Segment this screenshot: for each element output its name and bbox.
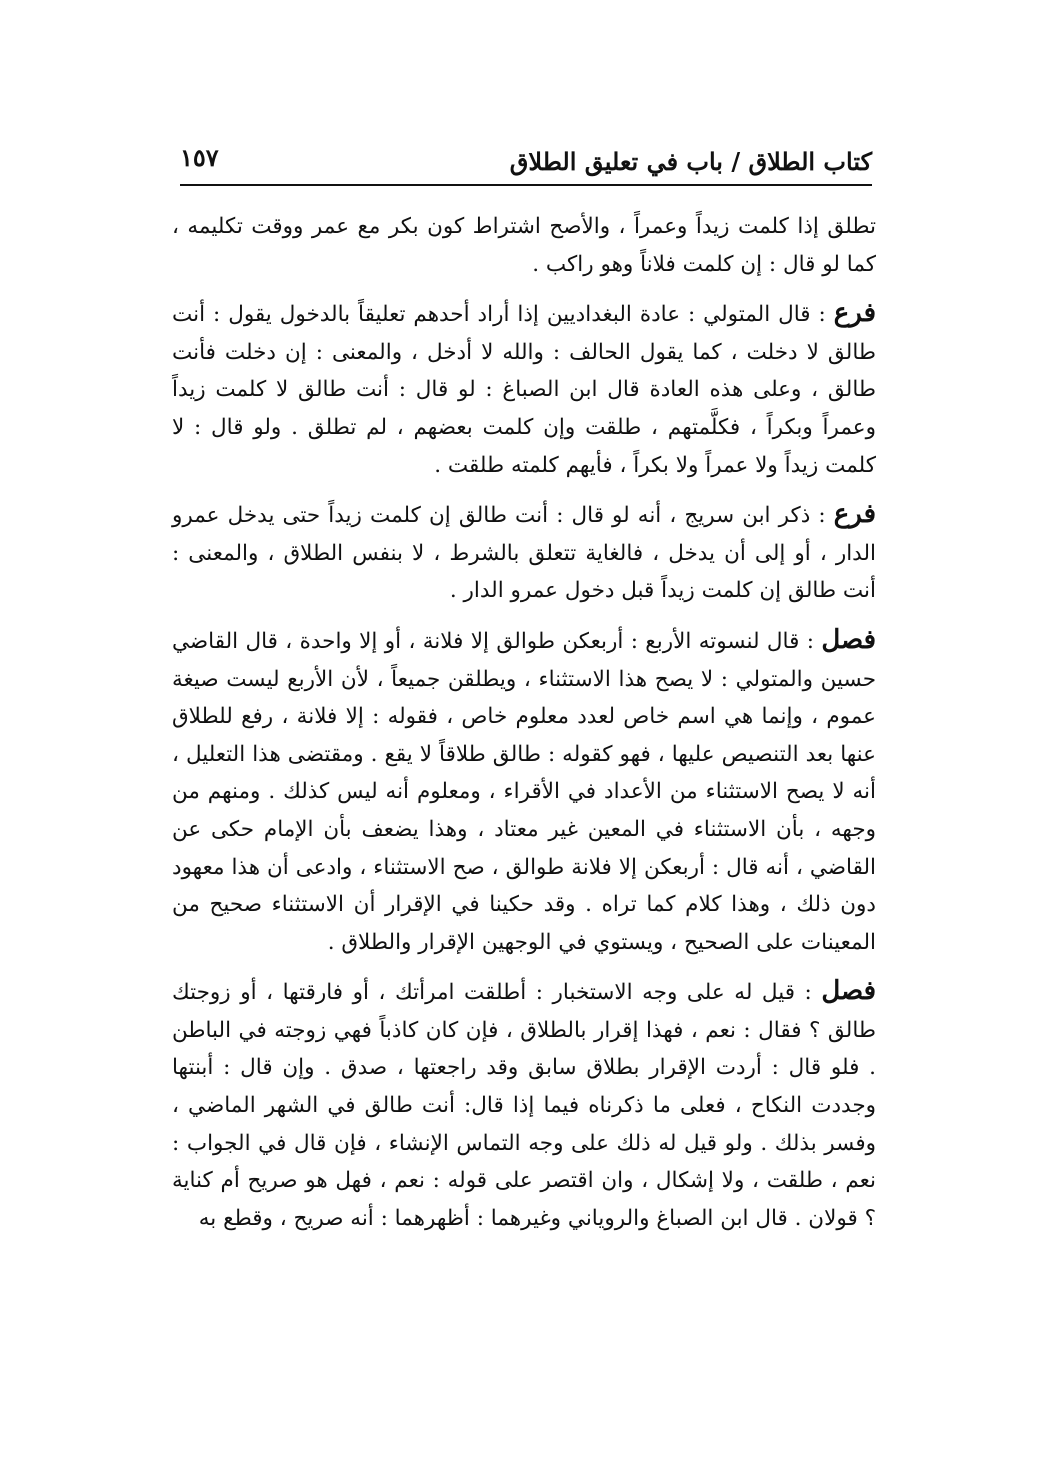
paragraph — [172, 973, 876, 1237]
section-lead: فرع — [833, 499, 876, 530]
paragraph-text: : ذكر ابن سريج ، أنه لو قال : أنت طالق إن كلمت زيداً حتى يدخل عمرو الدار ، أو إلى أن يدخل ، فالغاية تتعلق بالشرط ، لا بنفس الطلاق ، والمعنى : أنت طالق إن كلمت زيداً قبل دخول عمرو الدار . — [172, 503, 876, 604]
running-header — [180, 143, 872, 183]
page-number: ١٥٧ — [180, 143, 219, 172]
header-rule — [180, 184, 872, 186]
section-lead: فصل — [821, 976, 876, 1007]
paragraph — [172, 295, 876, 484]
body-text — [172, 208, 876, 1249]
paragraph-text: : قال لنسوته الأربع : أربعكن طوالق إلا فلانة ، أو إلا واحدة ، قال القاضي حسين والمتولي : لا يصح هذا الاستثناء ، ويطلقن جميعاً ، لأن الأربع ليست صيغة عموم ، وإنما هي اسم خاص لعدد معلوم خاص ، فقوله : إلا فلانة ، رفع للطلاق عنها بعد التنصيص عليها ، فهو كقوله : طالق طلاقاً لا يقع . ومقتضى هذا التعليل ، أنه لا يصح الاستثناء من الأعداد في الأقراء ، ومعلوم أنه ليس كذلك . ومنهم من وجهه ، بأن الاستثناء في المعين غير معتاد ، وهذا يضعف بأن الإمام حكى عن القاضي ، أنه قال : أربعكن إلا فلانة طوالق ، صح الاستثناء ، وادعى أن هذا معهود دون ذلك ، وهذا كلام كما تراه . وقد حكينا في الإقرار أن الاستثناء صحيح من المعينات على الصحيح ، ويستوي في الوجهين الإقرار والطلاق . — [172, 628, 876, 955]
section-lead: فصل — [821, 624, 876, 655]
paragraph — [172, 208, 876, 283]
paragraph-text: : قيل له على وجه الاستخبار : أطلقت امرأتك ، أو فارقتها ، أو زوجتك طالق ؟ فقال : نعم ، فهذا إقرار بالطلاق ، فإن كان كاذباً فهي زوجته في الباطن . فلو قال : أردت الإقرار بطلاق سابق وقد راجعتها ، صدق . وإن قال : أبنتها وجددت النكاح ، فعلى ما ذكرناه فيما إذا قال: أنت طالق في الشهر الماضي ، وفسر بذلك . ولو قيل له ذلك على وجه التماس الإنشاء ، فإن قال في الجواب : نعم ، طلقت ، ولا إشكال ، وان اقتصر على قوله : نعم ، فهل هو صريح أم كناية ؟ قولان . قال ابن الصباغ والروياني وغيرهما : أظهرهما : أنه صريح ، وقطع به — [172, 980, 876, 1231]
paragraph — [172, 622, 876, 961]
paragraph — [172, 496, 876, 610]
chapter-title: كتاب الطلاق / باب في تعليق الطلاق — [509, 147, 872, 176]
section-lead: فرع — [833, 298, 876, 329]
paragraph-text: تطلق إذا كلمت زيداً وعمراً ، والأصح اشتراط كون بكر مع عمر ووقت تكليمه ، كما لو قال : إن كلمت فلاناً وهو راكب . — [172, 214, 876, 277]
paragraph-text: : قال المتولي : عادة البغداديين إذا أراد أحدهم تعليقاً بالدخول يقول : أنت طالق لا دخلت ، كما يقول الحالف : والله لا أدخل ، والمعنى : إن دخلت فأنت طالق ، وعلى هذه العادة قال ابن الصباغ : لو قال : أنت طالق لا كلمت زيداً وعمراً وبكراً ، فكلَّمتهم ، طلقت وإن كلمت بعضهم ، لم تطلق . ولو قال : لا كلمت زيداً ولا عمراً ولا بكراً ، فأيهم كلمته طلقت . — [172, 302, 876, 478]
